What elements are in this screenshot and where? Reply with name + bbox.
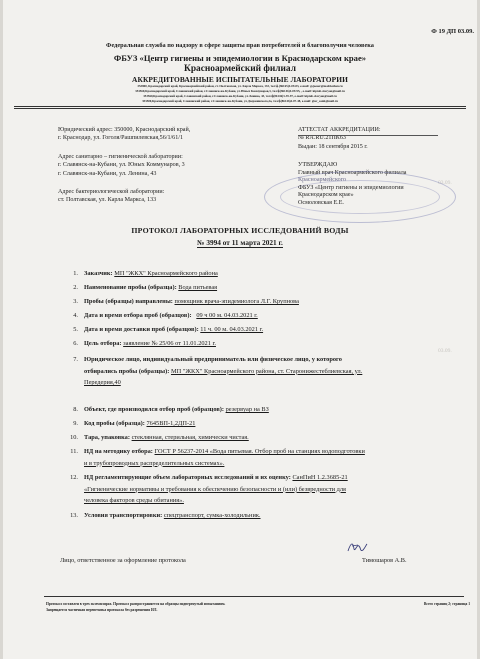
address-line: 353800, Краснодарский край, Красноармейский район, ст. Полтавская, ул. Карла Маркса, 133, тел/ф.(86165)4-09-83, e-mail: gsjaeser@mail.kuban.ru bbox=[137, 84, 343, 88]
protocol-page: 03.09. 03.09. Ф 19 ДП 03.09. Федеральная служба по надзору в сфере защиты прав потребителей и благополучия человека ФБУЗ «Центр гигиены и эпидемиологии в Краснодарском крае» Красноармейский филиал АККРЕДИТОВАННЫЕ ИСПЫТАТЕЛЬНЫЕ ЛАБОРАТОРИИ 353800, Краснодарский край, Красноармейский район, ст. Полтавская, ул. Карла Маркса, 133, тел/ф.(86165)4-09-83, e-mail: gsjaeser@mail.kuban.ru 353560,Краснодарский край, Славянский район, г.Славянск-на-Кубани, ул.Юных Коммунаров,3, тел/ф(86146)4-09-95, , e-mail: kiptab-slavyan@mail.ru 353560,Краснодарский край, Славянский район, г.Славянск-на-Кубани, ул.Ленина, 43, тел/ф(86146)3-39-97, e-mail: kiptab-slavyan@mail.ru 353500,Краснодарский край, Славянский район, г.Славянск-на-Кубани, ул.Дзержинского,2а, тел/ф(86146)4-07-48, e-mail: glav_sanit@mail.ru Юридический адрес: 350000, Краснодарский край, г. Краснодар, ул. Гоголя/Рашпилевская,56/1/61/1 Адрес санитарно – гигиенической лаборатории: г. Славянск-на-Кубани, ул. Юных Коммунаров, 3 г. Славянск-на-Кубани, ул. Ленина, 43 Адрес бактериологической лаборатории: ст. Полтавская, ул. Карла Маркса, 133 АТТЕСТАТ АККРЕДИТАЦИИ: № RA.RU.21ПК63 Выдан: 18 сентября 2015 г. УТВЕРЖДАЮ Главный врач Красноармейского филиала Красноармейского ФБУЗ «Центр гигиены и эпидемиологии Краснодарском крае» Осмоловская Е.Е. ПРОТОКОЛ ЛАБОРАТОРНЫХ ИССЛЕДОВАНИЙ ВОДЫ № 3994 от 11 марта 2021 г. 1. Заказчик: МП "ЖКХ" Красноармейского района 2. Наименование пробы (образца): Вода питьевая 3. Пробы (образцы) направлены: помощник врача-эпидемиолога Л.Г. Крупнова 4. Дата и время отбора проб (образцов): 09 ч 00 м. 04.03.2021 г. 5. Дата и время доставки проб (образцов): 11 ч. 00 м. 04.03.2021 г. 6. Цель отбора: заявление № 25/06 от 11.01.2021 г. 7. Юридическое лицо, индивидуальный предприниматель или физическое лицо, у которого отбирались пробы (образцы): МП "ЖКХ" Красноармейского района, ст. Старонижестеблиевская, ул. Передерия,40 8. Объект, где производился отбор проб (образцов): резервуар на ВЗ 9. Код пробы (образца): 7645ВП-1,2ДП-21 10. Тара, упаковка: стеклянная, стерильная, химически чистая. 11. НД на методику отбора: ГОСТ Р 56237-2014 «Вода питьевая. Отбор проб на станциях водоподготовки и в трубопроводных распределительных системах». 12. НД регламентирующие объем лабораторных исследований и их оценку: СанПиН 1.2.3685-21 «Гигиенические нормативы и требования к обеспечению безопасности и (или) безвредности для человека факторов среды обитания». 13. Условия транспортировки: спецтранспорт, сумка-холодильник. Лицо, ответственное за оформление протокола Тимошаров А.В. Протокол составлен в трех экземплярах. Протокол распространяется на образцы подвергнутый испытаниям. Запрещается частичная перепечатка протокола без разрешения ИЛ. Всего страниц 2; страница 1 bbox=[0, 0, 480, 659]
protocol-number: № 3994 от 11 марта 2021 г. bbox=[197, 238, 283, 247]
scan-edge-left bbox=[0, 0, 3, 659]
address-line: 353500,Краснодарский край, Славянский район, г.Славянск-на-Кубани, ул.Дзержинского,2а, тел/ф(86146)4-07-48, e-mail: glav_sanit@mail.ru bbox=[142, 99, 338, 103]
footer-rule bbox=[44, 596, 464, 597]
doc-code: Ф 19 ДП 03.09. bbox=[431, 28, 474, 35]
protocol-title: ПРОТОКОЛ ЛАБОРАТОРНЫХ ИССЛЕДОВАНИЙ ВОДЫ bbox=[131, 226, 349, 235]
responsible-person-name: Тимошаров А.В. bbox=[362, 557, 407, 564]
center-name: ФБУЗ «Центр гигиены и эпидемиологии в Краснодарском крае» bbox=[113, 53, 367, 63]
header-rule bbox=[14, 106, 466, 107]
legal-address: Юридический адрес: 350000, Краснодарский край, г. Краснодар, ул. Гоголя/Рашпилевская,56/1/61/1 bbox=[58, 127, 191, 142]
sanitary-lab-address: Адрес санитарно – гигиенической лаборатории: г. Славянск-на-Кубани, ул. Юных Коммунаров, 3 г. Славянск-на-Кубани, ул. Ленина, 43 bbox=[58, 154, 185, 177]
bacteriological-lab-address: Адрес бактериологической лаборатории: ст. Полтавская, ул. Карла Маркса, 133 bbox=[58, 189, 165, 204]
responsible-person-label: Лицо, ответственное за оформление протокола bbox=[60, 557, 186, 564]
agency-name: Федеральная служба по надзору в сфере защиты прав потребителей и благополучия человека bbox=[106, 42, 374, 49]
address-line: 353560,Краснодарский край, Славянский район, г.Славянск-на-Кубани, ул.Ленина, 43, тел/ф(86146)3-39-97, e-mail: kiptab-slavyan@mail.ru bbox=[143, 94, 337, 98]
address-line: 353560,Краснодарский край, Славянский район, г.Славянск-на-Кубани, ул.Юных Коммунаров,3, тел/ф(86146)4-09-95, , e-mail: kiptab-slavyan@mail.ru bbox=[135, 89, 345, 93]
handwritten-signature bbox=[346, 540, 368, 554]
approval-block: УТВЕРЖДАЮ Главный врач Красноармейского филиала Красноармейского ФБУЗ «Центр гигиены и эпидемиологии Краснодарском крае» Осмоловская Е.Е. bbox=[298, 162, 407, 206]
ghost-mark: 03.09. bbox=[438, 180, 452, 186]
footer-note: Протокол составлен в трех экземплярах. Протокол распространяется на образцы подвергнутый испытаниям. bbox=[46, 602, 226, 606]
lab-title: АККРЕДИТОВАННЫЕ ИСПЫТАТЕЛЬНЫЕ ЛАБОРАТОРИИ bbox=[132, 75, 348, 84]
accreditation-underline bbox=[298, 135, 438, 136]
page-counter: Всего страниц 2; страница 1 bbox=[424, 602, 470, 606]
ghost-mark: 03.09. bbox=[438, 348, 452, 354]
header-rule bbox=[14, 108, 466, 109]
branch-name: Красноармейский филиал bbox=[184, 64, 296, 74]
official-stamp-inner bbox=[280, 180, 440, 214]
footer-note: Запрещается частичная перепечатка протокола без разрешения ИЛ. bbox=[46, 608, 158, 612]
accreditation-block: АТТЕСТАТ АККРЕДИТАЦИИ: № RA.RU.21ПК63 Выдан: 18 сентября 2015 г. bbox=[298, 127, 381, 150]
